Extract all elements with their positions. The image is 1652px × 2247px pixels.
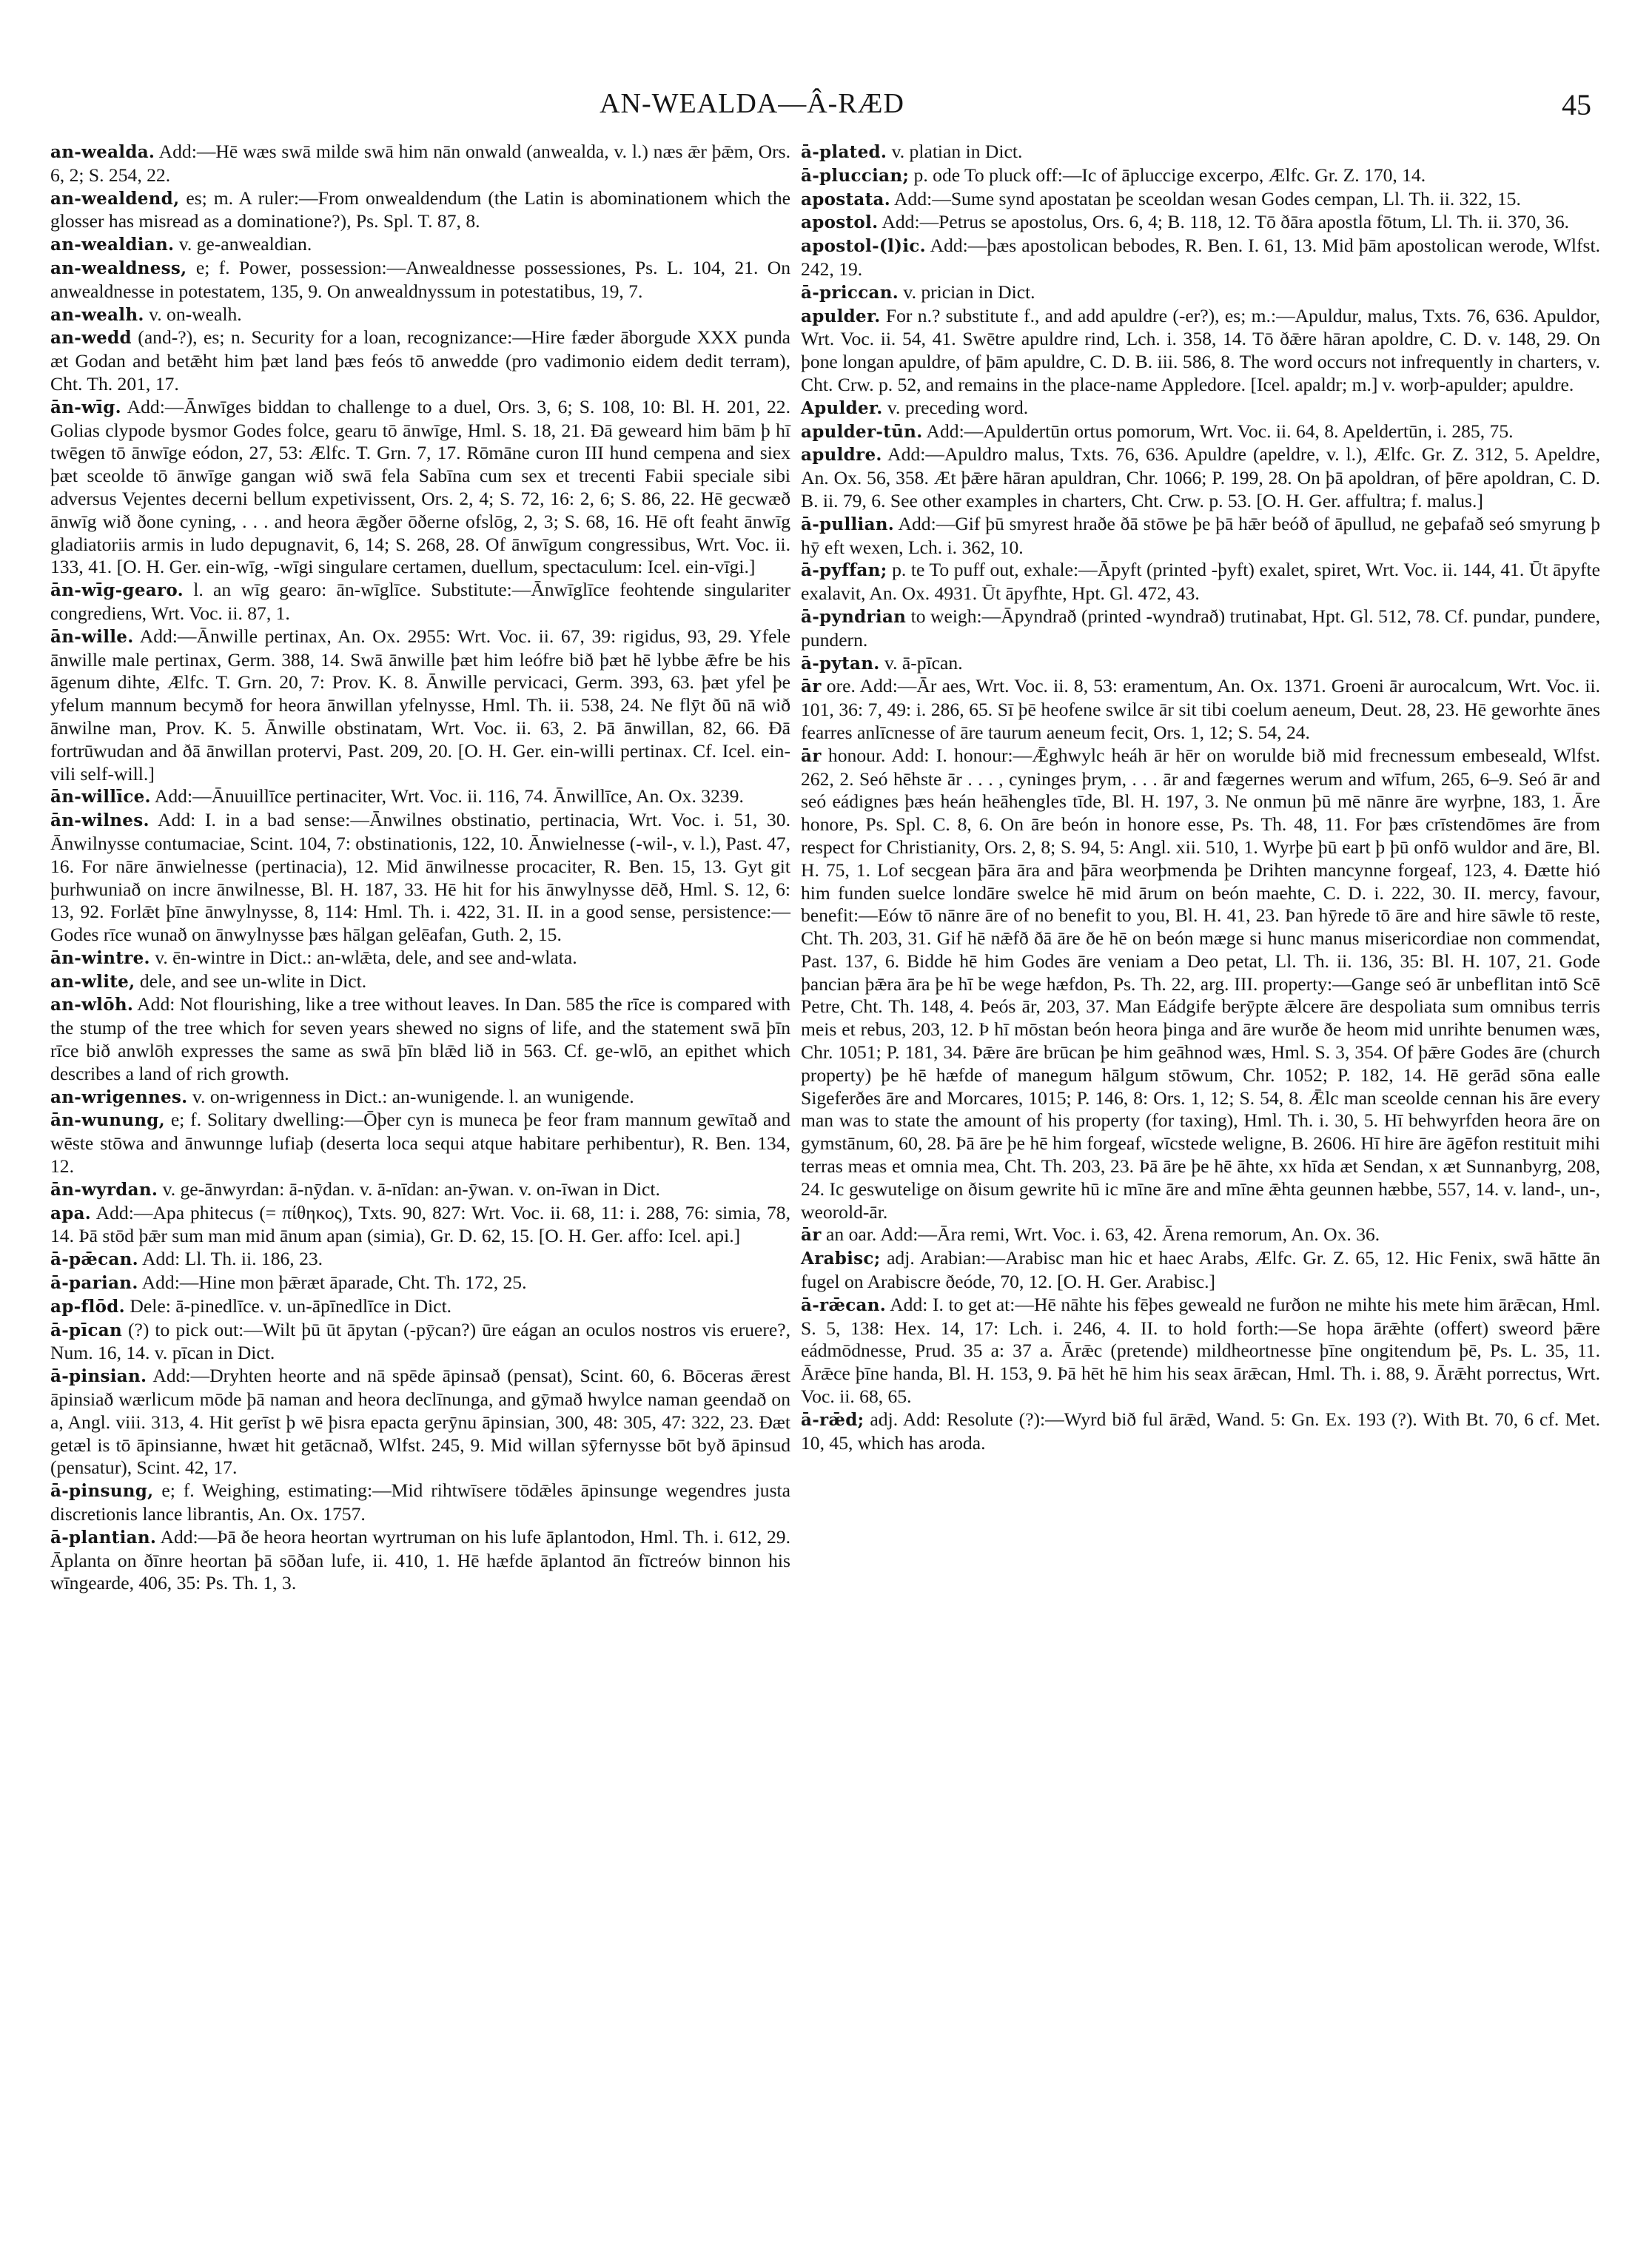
entry-headword: an-wlite, bbox=[50, 971, 135, 992]
page-number: 45 bbox=[1562, 88, 1591, 121]
dictionary-entry bbox=[801, 188, 1600, 212]
entry-text: v. preceding word. bbox=[882, 396, 1029, 418]
dictionary-entry bbox=[50, 970, 790, 994]
entry-headword: ān-wintre. bbox=[50, 947, 150, 968]
entry-text: Add: Ll. Th. ii. 186, 23. bbox=[138, 1248, 323, 1270]
entry-text: v. ge-anwealdian. bbox=[174, 233, 312, 255]
dictionary-entry bbox=[801, 211, 1600, 235]
entry-headword: ān-willīce. bbox=[50, 787, 151, 807]
dictionary-entry bbox=[801, 420, 1600, 444]
dictionary-entry bbox=[801, 652, 1600, 676]
dictionary-entry bbox=[50, 785, 790, 809]
entry-headword: apostata. bbox=[801, 189, 891, 209]
entry-headword: an-wealdend, bbox=[50, 188, 180, 209]
entry-headword: apuldre. bbox=[801, 445, 882, 466]
entry-headword: an-wealdness, bbox=[50, 258, 187, 278]
dictionary-entry bbox=[50, 233, 790, 257]
dictionary-entry bbox=[801, 1223, 1600, 1247]
entry-headword: ā-pytan. bbox=[801, 653, 880, 674]
entry-text: Add:—Hine mon þǣræt āparade, Cht. Th. 172, 25. bbox=[138, 1272, 527, 1294]
dictionary-entry bbox=[50, 1526, 790, 1595]
dictionary-entry bbox=[50, 1178, 790, 1202]
entry-headword: ā-plantian. bbox=[50, 1527, 157, 1548]
dictionary-entry bbox=[50, 396, 790, 579]
entry-text: v. on-wealh. bbox=[144, 303, 242, 325]
dictionary-entry bbox=[801, 675, 1600, 744]
dictionary-entry bbox=[801, 605, 1600, 652]
entry-headword: apulder-tūn. bbox=[801, 421, 923, 442]
entry-headword: apostol-(l)ic. bbox=[801, 236, 926, 257]
dictionary-entry bbox=[50, 1295, 790, 1319]
dictionary-entry bbox=[801, 745, 1600, 1224]
entry-text: Dele: ā-pinedlīce. v. un-āpīnedlīce in Dict. bbox=[125, 1294, 452, 1317]
entry-text: p. te To puff out, exhale:—Āpyft (printed -þyft) exalet, spiret, Wrt. Voc. ii. 144, 41. Ūt āpyfte exalavit, An. Ox. 4931. Ūt āpyfhte, Hpt. Gl. 472, 43. bbox=[801, 559, 1600, 605]
dictionary-entry bbox=[50, 1319, 790, 1366]
entry-headword: ā-rǣcan. bbox=[801, 1294, 887, 1315]
running-head bbox=[0, 87, 1652, 132]
dictionary-entry bbox=[50, 579, 790, 625]
entry-headword: an-wealh. bbox=[50, 304, 144, 325]
page-title: AN-WEALDA—Â-RÆD bbox=[600, 88, 904, 119]
entry-headword: ār bbox=[801, 1225, 822, 1246]
entry-text: Add:—Gif þū smyrest hraðe ðā stōwe þe þā hǣr beóð of āpullud, ne geþafað seó smyrung þ hȳ eft wexen, Lch. i. 362, 10. bbox=[801, 512, 1600, 558]
entry-text: l. an wīg gearo: ān-wīglīce. Substitute:—Ānwīglīce feohtende singulariter congrediens, Wrt. Voc. ii. 87, 1. bbox=[50, 579, 790, 624]
entry-text: (and-?), es; n. Security for a loan, recognizance:—Hire fæder āborgude XXX punda æt Godan and betǣht him þæt land þæs feós tō anwedde (pro vadimonio eidem dedit terram), Cht. Th. 201, 17. bbox=[50, 326, 790, 394]
dictionary-entry bbox=[801, 1247, 1600, 1294]
entry-text: adj. Add: Resolute (?):—Wyrd bið ful ārǣd, Wand. 5: Gn. Ex. 193 (?). With Bt. 70, 6 cf. Met. 10, 45, which has aroda. bbox=[801, 1408, 1600, 1454]
entry-text: For n.? substitute f., and add apuldre (-er?), es; m.:—Apuldur, malus, Txts. 76, 636. Apuldor, Wrt. Voc. ii. 54, 41. Swētre apuldre rind, Lch. i. 358, 14. Tō ðǣre hāran apoldre, C. D. v. 148, 29. On þone longan apuldre, of þām apuldre, C. D. B. iii. 586, 8. The word occurs not infrequently in charters, v. Cht. Crw. p. 52, and remains in the place-name Appledore. [Icel. apaldr; m.] v. worþ-apulder; apuldre. bbox=[801, 304, 1600, 395]
entry-text: Add:—Þā ðe heora heortan wyrtruman on his lufe āplantodon, Hml. Th. i. 612, 29. Āplanta on ðīnre heortan þā sōðan lufe, ii. 410, 1. Hē hæfde āplantod ān fīctreów binnon his wīngearde, 406, 35: Ps. Th. 1, 3. bbox=[50, 1525, 790, 1594]
entry-headword: ā-pinsung, bbox=[50, 1481, 154, 1502]
entry-text: v. platian in Dict. bbox=[887, 141, 1023, 162]
dictionary-entry bbox=[801, 443, 1600, 512]
dictionary-entry bbox=[801, 141, 1600, 164]
entry-text: e; f. Weighing, estimating:—Mid rihtwīsere tōdǣles āpinsunge wegendres justa discretionis lance librantis, An. Ox. 1757. bbox=[50, 1479, 790, 1525]
entry-headword: an-wrigennes. bbox=[50, 1086, 188, 1107]
dictionary-entry bbox=[50, 1272, 790, 1295]
entry-text: ore. Add:—Ār aes, Wrt. Voc. ii. 8, 53: eramentum, An. Ox. 1371. Groeni ār aurocalcum, Wrt. Voc. ii. 101, 36: 7, 49: i. 286, 65. Sī þē heofene swilce ār sit tibi coelum aeneum, Deut. 28, 23. Hē geworhte ānes fearres anlīcnesse of āre taurum aeneum fecit, Ors. 1, 12; S. 54, 24. bbox=[801, 675, 1600, 743]
entry-headword: an-wealdian. bbox=[50, 235, 175, 255]
entry-text: adj. Arabian:—Arabisc man hic et haec Arabs, Ælfc. Gr. Z. 65, 12. Hic Fenix, swā hātte ān fugel on Arabiscre ðeóde, 70, 12. [O. H. Ger. Arabisc.] bbox=[801, 1247, 1600, 1293]
entry-text: v. ēn-wintre in Dict.: an-wlǣta, dele, and see and-wlata. bbox=[150, 946, 577, 968]
dictionary-entry bbox=[50, 257, 790, 303]
entry-text: Add:—Apuldertūn ortus pomorum, Wrt. Voc. ii. 64, 8. Apeldertūn, i. 285, 75. bbox=[922, 420, 1514, 442]
entry-text: Add:—Hē wæs swā milde swā him nān onwald (anwealda, v. l.) næs ǣr þǣm, Ors. 6, 2; S. 254, 22. bbox=[50, 141, 790, 186]
dictionary-entry bbox=[50, 303, 790, 327]
entry-text: Add:—Petrus se apostolus, Ors. 6, 4; B. 118, 12. Tō ðāra apostla fōtum, Ll. Th. ii. 370, 36. bbox=[878, 211, 1570, 233]
entry-headword: ān-wille. bbox=[50, 626, 134, 647]
entry-headword: ā-pǣcan. bbox=[50, 1249, 138, 1270]
entry-headword: ā-pyndrian bbox=[801, 606, 907, 627]
dictionary-entry bbox=[50, 993, 790, 1085]
entry-text: (?) to pick out:—Wilt þū ūt āpytan (-pȳcan?) ūre eágan an oculos nostros vis eruere?, Num. 16, 14. v. pīcan in Dict. bbox=[50, 1318, 790, 1364]
dictionary-entry bbox=[801, 1408, 1600, 1455]
entry-headword: ā-pyffan; bbox=[801, 560, 887, 581]
entry-headword: ān-wyrdan. bbox=[50, 1179, 158, 1200]
entry-text: v. on-wrigenness in Dict.: an-wunigende. l. an wunigende. bbox=[187, 1085, 634, 1107]
entry-text: to weigh:—Āpyndrað (printed -wyndrað) trutinabat, Hpt. Gl. 512, 78. Cf. pundar, pundere, pundern. bbox=[801, 605, 1600, 651]
entry-text: v. ge-ānwyrdan: ā-nȳdan. v. ā-nīdan: an-ȳwan. v. on-īwan in Dict. bbox=[158, 1178, 660, 1200]
entry-headword: Arabisc; bbox=[801, 1249, 881, 1269]
entry-headword: ā-rǣd; bbox=[801, 1409, 864, 1430]
dictionary-entry bbox=[50, 625, 790, 786]
dictionary-entry bbox=[801, 397, 1600, 420]
entry-headword: apulder. bbox=[801, 306, 881, 326]
entry-headword: ā-plated. bbox=[801, 142, 887, 162]
dictionary-entry bbox=[801, 235, 1600, 281]
entry-headword: ā-pīcan bbox=[50, 1320, 122, 1340]
entry-text: Add:—Dryhten heorte and nā spēde āpinsað (pensat), Scint. 60, 6. Bōceras ǣrest āpinsiað wærlicum mōde þā naman and heora declīnunga, and gȳmað hwylce naman geendað on a, Angl. viii. 313, 4. Hit gerīst þ wē þisra epacta gerȳnu āpinsian, 300, 48: 305, 47: 322, 23. Đæt getæl is tō āpinsianne, hwæt hit getācnað, Wlfst. 245, 9. Mid willan sȳfernysse bōt byð āpinsud (pensatur), Scint. 42, 17. bbox=[50, 1365, 790, 1479]
dictionary-entry bbox=[801, 1294, 1600, 1408]
entry-headword: ān-wīg-gearo. bbox=[50, 580, 184, 601]
entry-text: e; f. Solitary dwelling:—Ōþer cyn is muneca þe feor fram mannum gewītað and wēste stōwa and ānwunnge lufiaþ (deserta loca sequi atque habitare perhibentur), R. Ben. 134, 12. bbox=[50, 1109, 790, 1178]
dictionary-entry bbox=[801, 164, 1600, 188]
entry-headword: ār bbox=[801, 745, 822, 766]
entry-headword: ā-parian. bbox=[50, 1273, 138, 1294]
dictionary-entry bbox=[801, 559, 1600, 605]
entry-text: Add:—Sume synd apostatan þe sceoldan wesan Godes cempan, Ll. Th. ii. 322, 15. bbox=[890, 187, 1521, 209]
dictionary-entry bbox=[50, 1086, 790, 1109]
dictionary-entry bbox=[801, 281, 1600, 305]
entry-text: v. prician in Dict. bbox=[899, 281, 1035, 303]
entry-text: e; f. Power, possession:—Anwealdnesse possessiones, Ps. L. 104, 21. On anwealdnesse in potestatem, 135, 9. On anwealdnyssum in potestatibus, 19, 7. bbox=[50, 256, 790, 302]
dictionary-entry bbox=[50, 1109, 790, 1178]
dictionary-entry bbox=[50, 187, 790, 234]
dictionary-entry bbox=[50, 1365, 790, 1479]
entry-headword: an-wlōh. bbox=[50, 995, 134, 1015]
entry-headword: ān-wīg. bbox=[50, 397, 121, 417]
entry-headword: ap-flōd. bbox=[50, 1296, 125, 1317]
dictionary-entry bbox=[50, 1248, 790, 1272]
entry-text: Add: Not flourishing, like a tree without leaves. In Dan. 585 the rīce is compared with the stump of the tree which for seven years shewed no signs of life, and the statement swā þīn rīce bið anwlōh expresses the same as swā þīn blǣd lið in 563. Cf. ge-wlō, an epithet which describes a land of rich growth. bbox=[50, 993, 790, 1084]
entry-headword: ār bbox=[801, 676, 822, 697]
dictionary-entry bbox=[50, 1479, 790, 1526]
entry-headword: ā-pullian. bbox=[801, 514, 895, 534]
entry-text: Add: I. in a bad sense:—Ānwilnes obstinatio, pertinacia, Wrt. Voc. i. 51, 30. Ānwilnysse contumaciae, Scint. 104, 7: obstinationis, 122, 10. Ānwielnesse (-wil-, v. l.), Past. 47, 16. For nāre ānwielnesse (pertinacia), 12. Mid ānwilnesse procaciter, R. Ben. 15, 13. Gyt git þurhwuniað on incre ānwilnesse, Bl. H. 187, 33. Hē hit for his ānwylnysse dēð, Hml. S. 12, 6: 13, 92. Forlǣt þīne ānwylnysse, 8, 114: Hml. Th. i. 422, 31. II. in a good sense, persistence:—Godes rīce wunað on ānwylnysse þæs hālgan gelēafan, Guth. 2, 15. bbox=[50, 809, 790, 946]
entry-text: Add:—þæs apostolican bebodes, R. Ben. I. 61, 13. Mid þām apostolican werode, Wlfst. 242, 19. bbox=[801, 235, 1600, 280]
entry-headword: an-wealda. bbox=[50, 142, 155, 162]
right-column bbox=[801, 141, 1600, 1454]
entry-headword: ā-pluccian; bbox=[801, 165, 910, 186]
dictionary-entry bbox=[50, 1202, 790, 1249]
entry-headword: ān-wunung, bbox=[50, 1110, 165, 1131]
entry-headword: an-wedd bbox=[50, 328, 132, 349]
entry-text: Add:—Apa phitecus (= πίθηκος), Txts. 90, 827: Wrt. Voc. ii. 68, 11: i. 288, 76: simia, 78, 14. Þā stōd þǣr sum man mid ānum apan (simia), Gr. D. 62, 15. [O. H. Ger. affo: Icel. api.] bbox=[50, 1201, 790, 1247]
entry-text: honour. Add: I. honour:—Ǣghwylc heáh ār hēr on worulde bið mid frecnessum embeseald, Wlfst. 262, 2. Seó hēhste ār . . . , cyninges þrym, . . . ār and fægernes werum and wīfum, 265, 6–9. Seó ār and seó eádignes þæs heán heāhengles tīde, Bl. H. 197, 3. Ne onmun þū mē nānre āre wyrþne, 183, 1. Āre honore, Ps. Spl. C. 8, 6. On āre beón in honore esse, Ps. Th. 48, 11. For þæs crīstendōmes āre from respect for Christianity, Ors. 2, 8; S. 94, 5: Angl. xii. 510, 1. Wyrþe þū eart þ þū onfō wuldor and āre, Bl. H. 75, 1. Lof secgean þāra āra and þāra weorþmenda þe Drihten mancynne forgeaf, 123, 4. Đætte hió him funden suelce londāre swelce hē mid ārum on beón maehte, C. D. i. 222, 30. II. mercy, favour, benefit:—Eów tō nānre āre of no benefit to you, Bl. H. 41, 23. Þan hȳrede tō āre and hire sāwle tō reste, Cht. Th. 203, 31. Gif hē nǣfð ðā āre ðe hē on beón mæge si hunc manus misericordiae non commendat, Past. 137, 6. Bidde hē him Godes āre veniam a Deo petat, Ll. Th. ii. 136, 35: Bl. H. 107, 21. Gode þancian þǣra āra þe hī be wege hæfdon, Ps. Th. 22, arg. III. property:—Gange seó ār unbeflitan intō Scē Petre, Cht. Th. 148, 4. Þeós ār, 203, 37. Man Eádgife berȳpte ǣlcere āre despoliata sum omnibus terris meis et rebus, 203, 12. Þ hī mōstan beón heora þinga and āre wurðe ðe heom mid unrihte benumen wæs, Chr. 1051; P. 181, 34. Þǣre āre brūcan þe him geāhnod wæs, Hml. S. 3, 354. Of þǣre Godes āre (church property) þe hē hæfde of manegum hālgum stōwum, Chr. 1052; P. 182, 14. Hē gerād sōna ealle Sigeferðes āre and Morcares, 1015; P. 146, 8: Ors. 1, 12; S. 54, 8. Ǣlc man sceolde cennan his āre every man was to state the amount of his property (for taxing), Hml. Th. i. 30, 5. Hī behwyrfden heora āre on gymstānum, 60, 28. Þā āre þe hē him forgeaf, wīcstede weligne, B. 2606. Hī hire āre āgēfon restituit mihi terras meas et omnia mea, Cht. Th. 203, 23. Þā āre þe hē āhte, xx hīda æt Sendan, x æt Sunnanbyrg, 208, 24. Ic geswutelige on ðisum gewrite hū ic mīne āre and mīne ǣhta geunnen hæbbe, 557, 14. v. land-, un-, weorold-ār. bbox=[801, 744, 1600, 1223]
entry-headword: apostol. bbox=[801, 212, 879, 233]
entry-text: Add:—Ānwīges biddan to challenge to a duel, Ors. 3, 6; S. 108, 10: Bl. H. 201, 22. Golias clypode bysmor Godes folce, gearu tō ānwīge, Hml. S. 18, 21. Đā geweard him bām þ hī twēgen tō ānwīge eódon, 27, 53: Ælfc. T. Grn. 7, 17. Rōmāne curon III hund cempena and siex þæt sceolde tō ānwīge gangan wið swā fela Sabīna cum sex et trecenti Fabii speciale sibi adversus Vejentes decerni bellum expetivissent, Ors. 2, 4; S. 72, 16: 2, 6; S. 86, 22. Hē gecwæð ānwīg wið ðone cyning, . . . and heora ǣgðer ōðerne ofslōg, 2, 3; S. 68, 16. Hē oft feaht ānwīg gladiatoriis armis in ludo depugnavit, 6, 14; S. 268, 28. Of ānwīgum congressibus, Wrt. Voc. ii. 133, 41. [O. H. Ger. ein-wīg, -wīgi singulare certamen, duellum, spectaculum: Icel. ein-vīgi.] bbox=[50, 395, 790, 578]
entry-text: Add: I. to get at:—Hē nāhte his fēþes geweald ne furðon ne mihte his mete him ārǣcan, Hml. S. 5, 138: Hex. 14, 17: Lch. i. 246, 4. II. to hold forth:—Se hopa ārǣhte (offert) sweord þǣre eádmōdnesse, Prud. 35 a: 37 a. Ārǣc (pretende) mildheortnesse þīne ongitendum þē, Ps. L. 35, 11. Ārǣce þīne handa, Bl. H. 153, 9. Þā hēt hē him his seax ārǣcan, Hml. Th. i. 88, 9. Ārǣht porrectus, Wrt. Voc. ii. 68, 65. bbox=[801, 1293, 1600, 1408]
dictionary-entry bbox=[50, 141, 790, 187]
entry-headword: ā-priccan. bbox=[801, 282, 899, 303]
entry-headword: Apulder. bbox=[801, 397, 883, 418]
dictionary-entry bbox=[50, 326, 790, 395]
entry-text: v. ā-pīcan. bbox=[879, 651, 963, 674]
entry-text: Add:—Apuldro malus, Txts. 76, 636. Apuldre (apeldre, v. l.), Ælfc. Gr. Z. 312, 5. Apeldre, An. Ox. 56, 358. Æt þǣre hāran apuldran, Chr. 1066; P. 199, 28. On þā apoldran, of þēre apoldran, C. D. B. ii. 79, 6. See other examples in charters, Cht. Crw. p. 53. [O. H. Ger. affultra; f. malus.] bbox=[801, 443, 1600, 511]
dictionary-entry bbox=[801, 513, 1600, 560]
dictionary-entry bbox=[50, 809, 790, 947]
entry-headword: ā-pinsian. bbox=[50, 1366, 147, 1387]
entry-text: es; m. A ruler:—From onwealdendum (the Latin is abominationem which the glosser has misread as a dominatione?), Ps. Spl. T. 87, 8. bbox=[50, 187, 790, 232]
dictionary-entry bbox=[801, 305, 1600, 397]
entry-text: an oar. Add:—Āra remi, Wrt. Voc. i. 63, 42. Ārena remorum, An. Ox. 36. bbox=[821, 1223, 1380, 1246]
dictionary-entry bbox=[50, 947, 790, 970]
entry-headword: ān-wilnes. bbox=[50, 810, 150, 831]
entry-headword: apa. bbox=[50, 1203, 92, 1223]
left-column bbox=[50, 141, 790, 1595]
entry-text: p. ode To pluck off:—Ic of āpluccige excerpo, Ælfc. Gr. Z. 170, 14. bbox=[909, 164, 1426, 186]
entry-text: Add:—Ānwille pertinax, An. Ox. 2955: Wrt. Voc. ii. 67, 39: rigidus, 93, 29. Yfele ānwille male pertinax, Germ. 388, 14. Swā ānwille þæt him leófre bið þæt hē lybbe ǣfre be his āgenum dihte, Ælfc. T. Grn. 20, 7: Prov. K. 8. Ānwille pervicaci, Germ. 393, 63. þæt yfel þe yfelum mannum becymð for heora ānwillan yfelnysse, Hml. Th. ii. 538, 24. Ne flȳt ðū nā wið ānwilne man, Prov. K. 5. Ānwille obstinatam, Wrt. Voc. ii. 63, 2. Þā ānwillan, 82, 66. Đā fortrūwudan and ðā ānwillan protervi, Past. 209, 20. [O. H. Ger. ein-willi pertinax. Cf. Icel. ein-vili self-will.] bbox=[50, 625, 790, 785]
entry-text: dele, and see un-wlite in Dict. bbox=[135, 970, 367, 992]
entry-text: Add:—Ānuuillīce pertinaciter, Wrt. Voc. ii. 116, 74. Ānwillīce, An. Ox. 3239. bbox=[150, 785, 744, 807]
